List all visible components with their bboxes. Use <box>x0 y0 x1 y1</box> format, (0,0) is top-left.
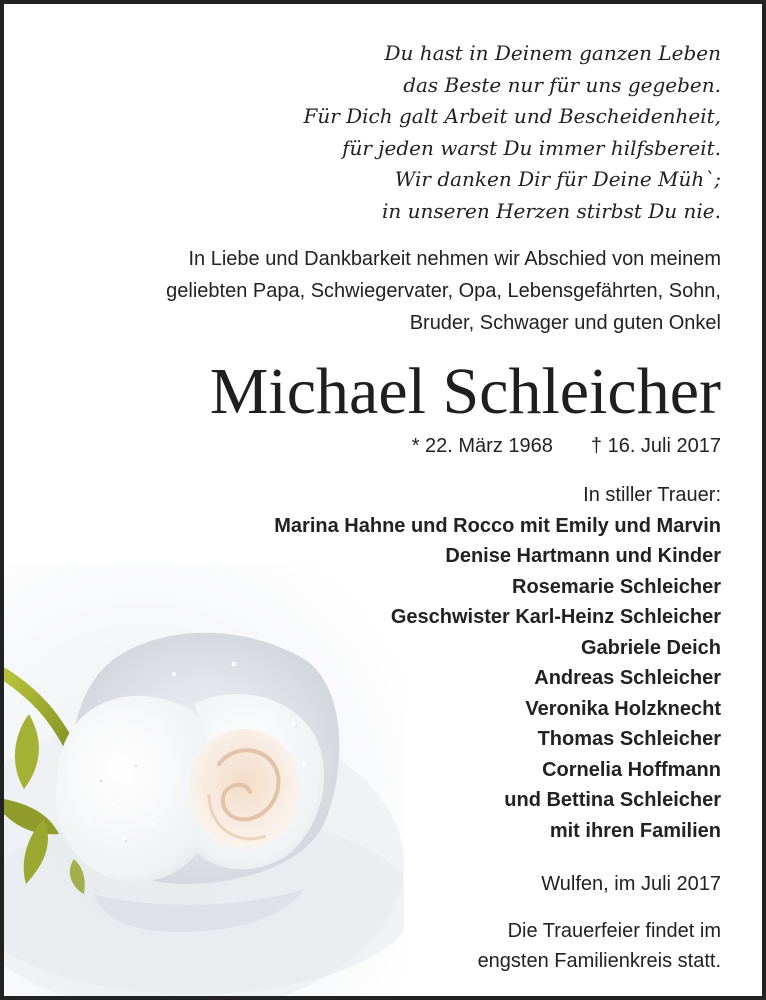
memorial-poem <box>41 38 721 227</box>
mourner-name: und Bettina Schleicher <box>504 789 721 811</box>
life-dates <box>412 431 721 461</box>
death-date: † 16. Juli 2017 <box>590 435 721 457</box>
mourner-name: Thomas Schleicher <box>537 728 721 750</box>
place-and-date: Wulfen, im Juli 2017 <box>541 873 721 895</box>
poem-line: Du hast in Deinem ganzen Leben <box>384 41 721 65</box>
deceased-name: Michael Schleicher <box>209 355 721 428</box>
mourners-heading: In stiller Trauer: <box>583 484 721 506</box>
mourner-name: Denise Hartmann und Kinder <box>445 545 721 567</box>
mourner-name: Andreas Schleicher <box>534 667 721 689</box>
mourner-name: Rosemarie Schleicher <box>512 575 721 598</box>
birth-date: * 22. März 1968 <box>411 435 553 457</box>
mourner-name: Gabriele Deich <box>580 636 721 659</box>
closing-notes <box>321 869 721 977</box>
intro-line: Bruder, Schwager und guten Onkel <box>409 312 721 334</box>
poem-line: Wir danken Dir für Deine Müh`; <box>394 167 721 191</box>
mourners-list <box>121 480 721 846</box>
mourner-name: Geschwister Karl-Heinz Schleicher <box>390 606 721 628</box>
ceremony-note: Die Trauerfeier findet im <box>507 919 721 942</box>
farewell-intro <box>21 243 721 339</box>
mourner-name: Cornelia Hoffmann <box>542 758 721 781</box>
mourner-name: mit ihren Familien <box>549 819 721 842</box>
mourner-name: Marina Hahne und Rocco mit Emily und Marvin <box>274 514 721 537</box>
ceremony-note: engsten Familienkreis statt. <box>477 950 721 972</box>
poem-line: in unseren Herzen stirbst Du nie. <box>381 198 721 223</box>
poem-line: das Beste nur für uns gegeben. <box>403 72 721 97</box>
intro-line: geliebten Papa, Schwiegervater, Opa, Lebensgefährten, Sohn, <box>166 280 721 302</box>
intro-line: In Liebe und Dankbarkeit nehmen wir Abschied von meinem <box>188 248 721 270</box>
mourner-name: Veronika Holzknecht <box>525 697 721 720</box>
poem-line: Für Dich galt Arbeit und Bescheidenheit, <box>303 104 721 128</box>
poem-line: für jeden warst Du immer hilfsbereit. <box>342 135 721 160</box>
